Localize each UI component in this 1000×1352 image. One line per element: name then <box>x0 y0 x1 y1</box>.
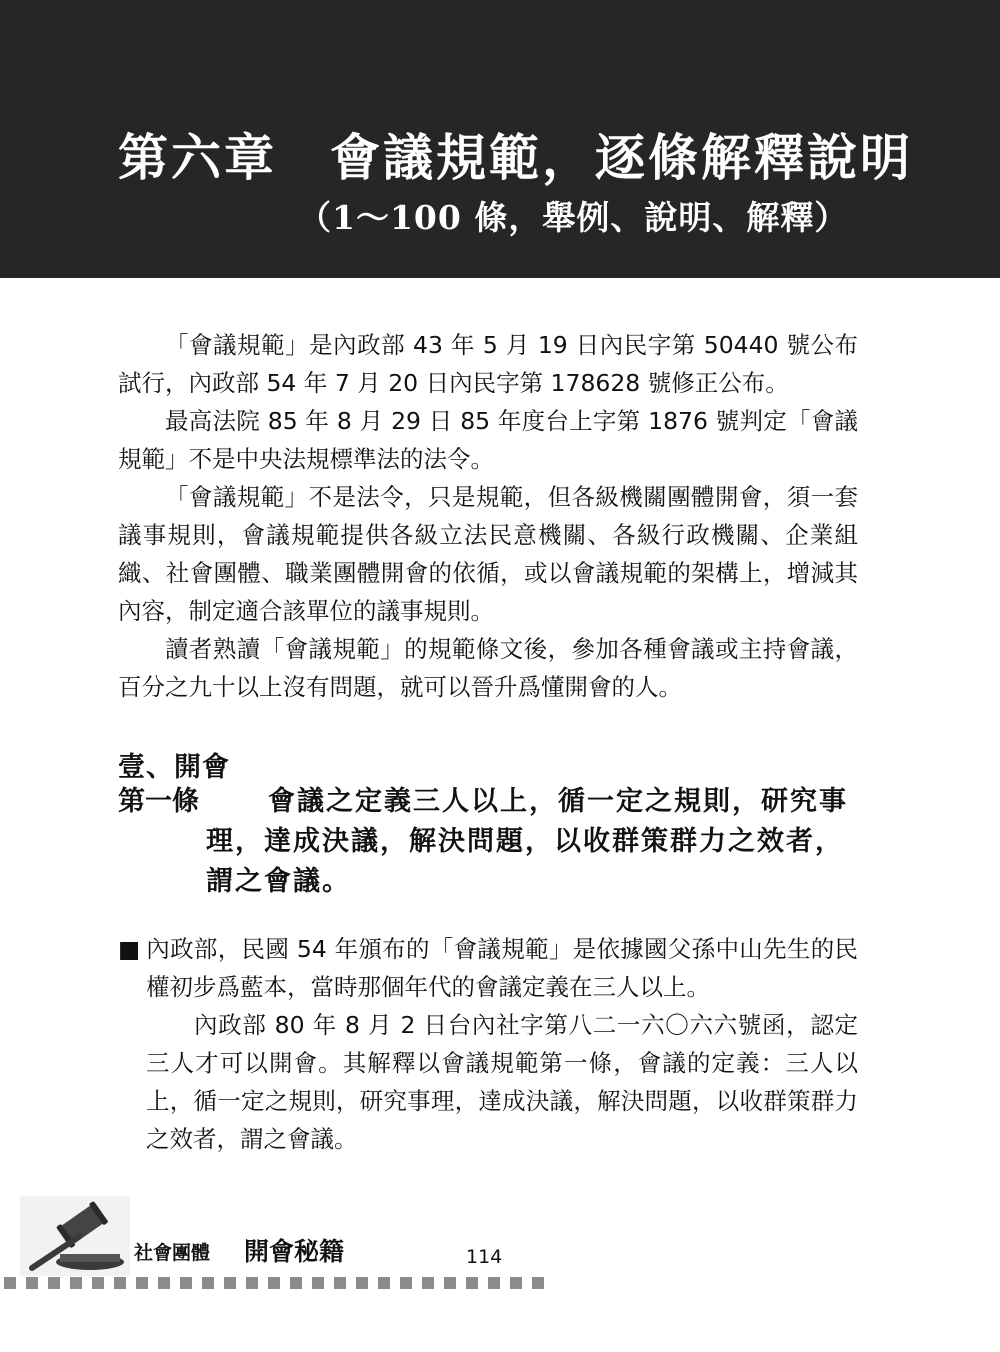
gavel-icon <box>20 1196 130 1276</box>
intro-paragraph: 讀者熟讀「會議規範」的規範條文後，參加各種會議或主持會議，百分之九十以上沒有問題，就可以晉升爲懂開會的人。 <box>118 635 858 701</box>
chapter-title: 第六章 會議規範，逐條解釋說明 <box>118 128 913 187</box>
note-paragraph <box>118 930 858 1006</box>
explanation-note <box>118 930 858 1158</box>
article-text: 會議之定義三人以上，循一定之規則，研究事理，達成決議，解決問題，以收群策群力之效者，謂之會議。 <box>206 786 848 897</box>
note-paragraph: 內政部 80 年 8 月 2 日台內社字第八二一六〇六六號函，認定三人才可以開會。其解釋以會議規範第一條，會議的定義：三人以上，循一定之規則，研究事理，達成決議，解決問題，以收群策群力之效者，謂之會議。 <box>146 1011 858 1153</box>
square-bullet-icon: ■ <box>118 935 141 963</box>
footer-dotted-divider <box>4 1277 594 1297</box>
intro-paragraph: 「會議規範」是內政部 43 年 5 月 19 日內民字第 50440 號公布試行，內政部 54 年 7 月 20 日內民字第 178628 號修正公布。 <box>118 331 858 397</box>
section-heading: 壹、開會 <box>118 752 230 783</box>
article-label: 第一條 <box>118 786 199 817</box>
footer-brand-large: 開會秘籍 <box>244 1237 345 1266</box>
intro-paragraph: 最高法院 85 年 8 月 29 日 85 年度台上字第 1876 號判定「會議規範」不是中央法規標準法的法令。 <box>118 407 858 473</box>
footer-brand-small: 社會團體 <box>134 1242 211 1264</box>
chapter-header-banner <box>0 0 1000 278</box>
note-first-text: 內政部，民國 54 年頒布的「會議規範」是依據國父孫中山先生的民權初步爲藍本，當時那個年代的會議定義在三人以上。 <box>146 935 858 1001</box>
intro-paragraph: 「會議規範」不是法令，只是規範，但各級機關團體開會，須一套議事規則，會議規範提供各級立法民意機關、各級行政機關、企業組織、社會團體、職業團體開會的依循，或以會議規範的架構上，增減其內容，制定適合該單位的議事規則。 <box>118 483 858 625</box>
intro-text <box>118 326 858 706</box>
page-number: 114 <box>466 1246 503 1268</box>
chapter-subtitle: （1～100 條，舉例、說明、解釋） <box>298 198 849 237</box>
